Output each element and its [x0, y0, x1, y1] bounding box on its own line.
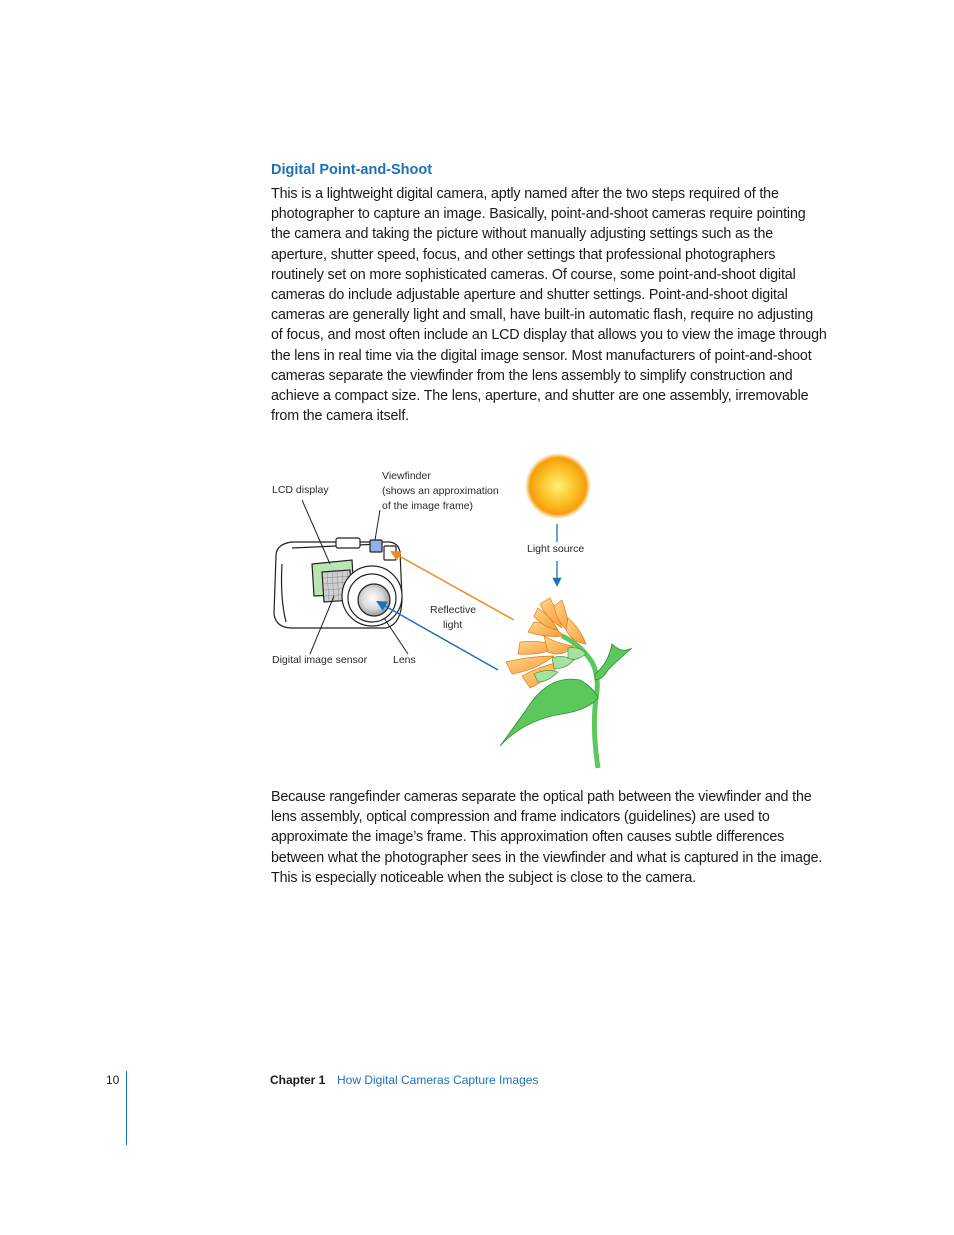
- camera-icon: [274, 538, 402, 628]
- camera-diagram: [262, 448, 652, 773]
- reflective-light-label-2: light: [443, 619, 463, 631]
- viewfinder-pointer: [375, 510, 380, 540]
- body-paragraph-1: This is a lightweight digital camera, aptly named after the two steps required of the photographer to capture an image. Basically, point-and-shoot cameras require pointing the camera and taking the picture without manually adjusting settings such as the aperture, shutter speed, focus, and other settings that professional photographers routinely set on more sophisticated cameras. Of course, some point-and-shoot digital cameras do include adjustable aperture and shutter settings. Point-and-shoot digital cameras are generally light and small, have built-in automatic flash, require no adjusting of focus, and most often include an LCD display that allows you to view the image through the lens in real time via the digital image sensor. Most manufacturers of point-and-shoot cameras separate the viewfinder from the lens assembly to simplify construction and achieve a compact size. The lens, aperture, and shutter are one assembly, irremovable from the camera itself.: [271, 186, 827, 425]
- sun-icon: [525, 453, 591, 519]
- section-title: Digital Point-and-Shoot: [271, 162, 433, 178]
- chapter-title-link[interactable]: How Digital Cameras Capture Images: [337, 1073, 539, 1087]
- lens-label: Lens: [393, 654, 416, 666]
- chapter-label: Chapter 1: [270, 1073, 326, 1087]
- lcd-display-label: LCD display: [272, 484, 329, 496]
- body-paragraph-2: Because rangefinder cameras separate the optical path between the viewfinder and the lens assembly, optical compression and frame indicators (guidelines) are used to approximate the image’s frame. This approximation often causes subtle differences between what the photographer sees in the viewfinder and what is captured in the image. This is especially noticeable when the subject is close to the camera.: [271, 789, 823, 886]
- digital-image-sensor-label: Digital image sensor: [272, 654, 368, 666]
- flower-icon: [500, 598, 632, 768]
- footer-rule: [126, 1071, 127, 1145]
- lens-pointer: [384, 618, 408, 654]
- viewfinder-note-line-2: of the image frame): [382, 500, 474, 512]
- reflective-light-label-1: Reflective: [430, 604, 477, 616]
- viewfinder-note-line-1: (shows an approximation: [382, 485, 499, 497]
- viewfinder-label: Viewfinder: [382, 470, 431, 482]
- page-number: 10: [106, 1073, 120, 1087]
- light-source-label: Light source: [527, 543, 585, 555]
